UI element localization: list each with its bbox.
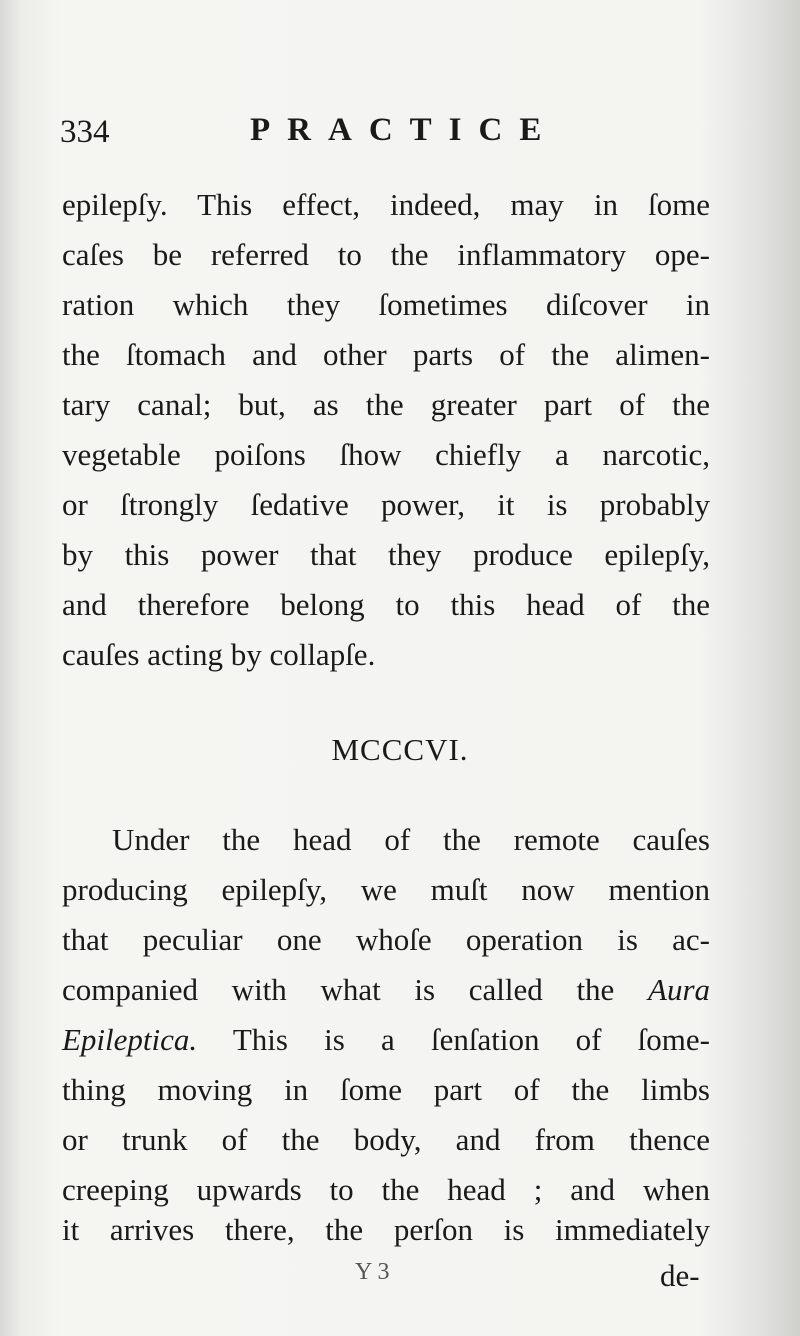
- text-line: epilepſy. This effect, indeed, may in ſome: [62, 187, 710, 222]
- page-number: 334: [60, 114, 110, 150]
- text-line: cauſes acting by collapſe.: [62, 637, 376, 672]
- text-line: vegetable poiſons ſhow chiefly a narcotic,: [62, 437, 710, 472]
- text-line: caſes be referred to the inflammatory ope-: [62, 237, 710, 272]
- text-line: it arrives there, the perſon is immediately: [62, 1212, 710, 1247]
- text-line: that peculiar one whoſe operation is ac-: [62, 922, 710, 957]
- text-segment: companied with what is called the: [62, 972, 615, 1007]
- text-line: ration which they ſometimes diſcover in: [62, 287, 710, 322]
- text-line: producing epilepſy, we muſt now mention: [62, 872, 710, 907]
- section-title: MCCCVI.: [331, 732, 469, 767]
- text-segment: This is a ſenſation of ſome-: [232, 1022, 710, 1057]
- text-line: [62, 1020, 710, 1060]
- catchword: de-: [660, 1258, 700, 1293]
- text-line: Under the head of the remote cauſes: [112, 822, 710, 857]
- italic-term: Aura: [648, 972, 711, 1007]
- page-header: [60, 110, 720, 160]
- text-line: or ſtrongly ſedative power, it is probably: [62, 487, 710, 522]
- text-line: or trunk of the body, and from thence: [62, 1122, 710, 1157]
- text-line: by this power that they produce epilepſy,: [62, 537, 710, 572]
- text-line: thing moving in ſome part of the limbs: [62, 1072, 710, 1107]
- text-line: creeping upwards to the head ; and when: [62, 1172, 710, 1207]
- text-line: the ſtomach and other parts of the alimen-: [62, 337, 710, 372]
- text-line: and therefore belong to this head of the: [62, 587, 710, 622]
- italic-term: Epileptica.: [62, 1022, 198, 1057]
- text-line: tary canal; but, as the greater part of the: [62, 387, 710, 422]
- text-line: [62, 970, 710, 1010]
- signature-mark: Y 3: [355, 1259, 390, 1285]
- running-head: PRACTICE: [250, 112, 559, 148]
